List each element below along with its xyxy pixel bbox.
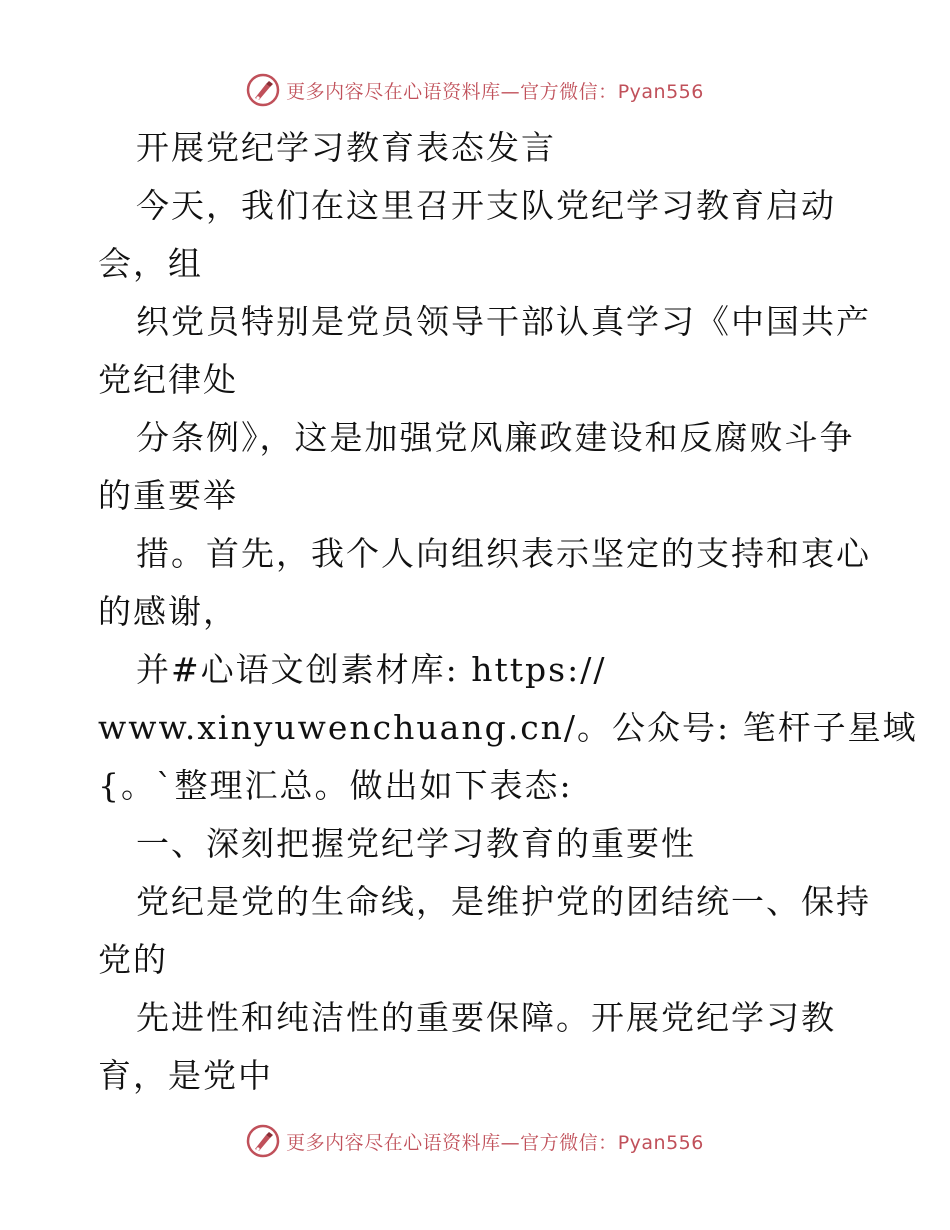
document-title: 开展党纪学习教育表态发言 <box>136 128 556 167</box>
paragraph-line: 会，组 <box>98 244 203 283</box>
banner-wechat-id: Pyan556 <box>617 80 704 103</box>
banner-wechat-label: 官方微信： <box>520 1131 618 1154</box>
banner-wechat-id: Pyan556 <box>617 1131 704 1154</box>
paragraph-line: 的感谢， <box>98 592 238 631</box>
paragraph-line: 党纪律处 <box>98 360 238 399</box>
paragraph-line: 育，是党中 <box>98 1056 273 1095</box>
section-heading: 一、深刻把握党纪学习教育的重要性 <box>136 824 696 863</box>
paragraph-line: 今天，我们在这里召开支队党纪学习教育启动 <box>136 186 836 225</box>
paragraph-line: 措。首先，我个人向组织表示坚定的支持和衷心 <box>136 534 871 573</box>
banner-dash: — <box>500 1131 521 1154</box>
header-banner <box>0 70 950 110</box>
paragraph-line: 分条例》，这是加强党风廉政建设和反腐败斗争 <box>136 418 855 457</box>
banner-text <box>286 1128 704 1155</box>
pen-logo-icon <box>246 1124 280 1158</box>
paragraph-line: 的重要举 <box>98 476 238 515</box>
paragraph-line: 并#心语文创素材库: https:// <box>136 650 607 689</box>
banner-text <box>286 77 704 104</box>
banner-wechat-label: 官方微信： <box>520 80 618 103</box>
pen-logo-icon <box>246 73 280 107</box>
footer-banner <box>0 1121 950 1161</box>
paragraph-line: 先进性和纯洁性的重要保障。开展党纪学习教 <box>136 998 836 1037</box>
paragraph-line: 党的 <box>98 940 168 979</box>
paragraph-line: 党纪是党的生命线，是维护党的团结统一、保持 <box>136 882 871 921</box>
paragraph-line: 织党员特别是党员领导干部认真学习《中国共产 <box>136 302 871 341</box>
banner-cn-text: 更多内容尽在心语资料库 <box>286 80 501 103</box>
paragraph-line: www.xinyuwenchuang.cn/。公众号: 笔杆子星域 <box>98 708 918 747</box>
banner-dash: — <box>500 80 521 103</box>
banner-cn-text: 更多内容尽在心语资料库 <box>286 1131 501 1154</box>
paragraph-line: {。`整理汇总。做出如下表态: <box>98 766 573 805</box>
